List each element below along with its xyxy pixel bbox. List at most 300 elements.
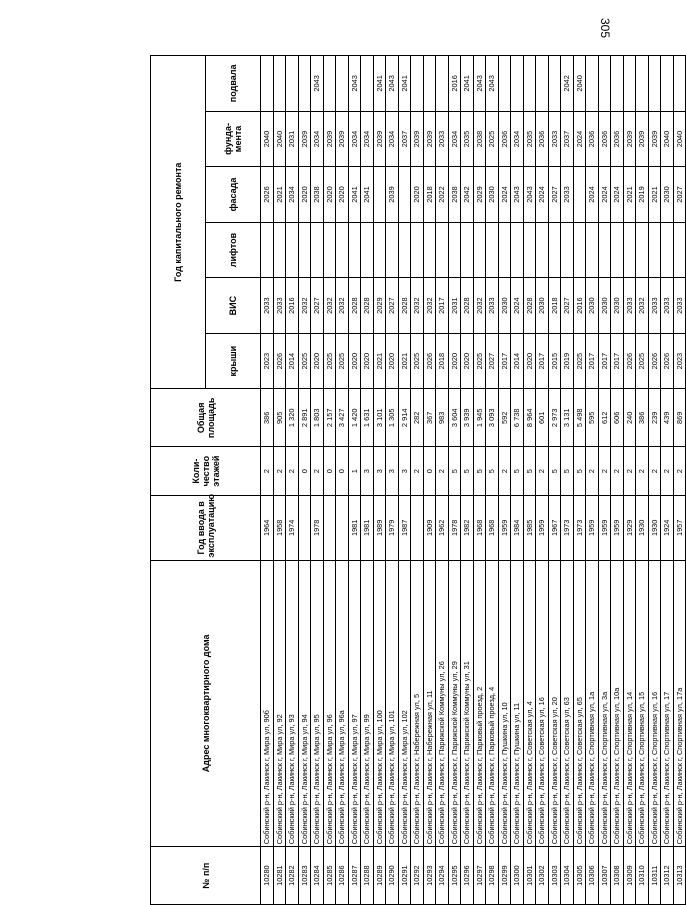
cell-vis: 2028 xyxy=(398,278,411,334)
cell-num: 10292 xyxy=(411,847,424,905)
cell-foundation: 2039 xyxy=(323,111,336,167)
cell-facade: 2027 xyxy=(673,167,686,223)
cell-floors: 2 xyxy=(498,447,511,496)
cell-vis: 2028 xyxy=(361,278,374,334)
cell-year: 1959 xyxy=(611,496,624,560)
cell-vis: 2032 xyxy=(298,278,311,334)
cell-basement xyxy=(586,56,599,112)
cell-lifts xyxy=(573,222,586,278)
cell-facade: 2027 xyxy=(548,167,561,223)
cell-vis: 2032 xyxy=(636,278,649,334)
cell-lifts xyxy=(423,222,436,278)
cell-foundation: 2031 xyxy=(286,111,299,167)
cell-lifts xyxy=(636,222,649,278)
cell-foundation: 2034 xyxy=(386,111,399,167)
cell-area: 2 914 xyxy=(398,389,411,447)
cell-basement: 2043 xyxy=(348,56,361,112)
cell-facade xyxy=(573,167,586,223)
cell-foundation: 2039 xyxy=(623,111,636,167)
cell-facade: 2038 xyxy=(311,167,324,223)
table-row xyxy=(398,56,411,905)
cell-year: 1968 xyxy=(486,496,499,560)
cell-address: Собинский р-н, Лакинск г, Спортивная ул, 3а xyxy=(598,560,611,847)
cell-address: Собинский р-н, Лакинск г, Спортивная ул, 15 xyxy=(636,560,649,847)
cell-lifts xyxy=(298,222,311,278)
cell-roof: 2026 xyxy=(648,333,661,389)
cell-address: Собинский р-н, Лакинск г, Мира ул, 95 xyxy=(311,560,324,847)
cell-floors: 2 xyxy=(436,447,449,496)
cell-basement xyxy=(261,56,274,112)
cell-lifts xyxy=(336,222,349,278)
cell-roof: 2021 xyxy=(373,333,386,389)
cell-num: 10284 xyxy=(311,847,324,905)
cell-floors: 2 xyxy=(273,447,286,496)
cell-basement: 2043 xyxy=(386,56,399,112)
table-row xyxy=(461,56,474,905)
cell-vis: 2032 xyxy=(336,278,349,334)
cell-year: 1978 xyxy=(311,496,324,560)
cell-lifts xyxy=(611,222,624,278)
cell-address: Собинский р-н, Лакинск г, Спортивная ул, 17а xyxy=(673,560,686,847)
cell-area: 983 xyxy=(436,389,449,447)
cell-area: 2 157 xyxy=(323,389,336,447)
cell-lifts xyxy=(373,222,386,278)
cell-lifts xyxy=(648,222,661,278)
cell-vis: 2027 xyxy=(561,278,574,334)
cell-lifts xyxy=(348,222,361,278)
cell-foundation: 2033 xyxy=(436,111,449,167)
cell-roof: 2025 xyxy=(411,333,424,389)
cell-facade: 2021 xyxy=(623,167,636,223)
cell-facade: 2041 xyxy=(348,167,361,223)
cell-floors: 2 xyxy=(598,447,611,496)
cell-area: 3 604 xyxy=(448,389,461,447)
cell-address: Собинский р-н, Лакинск г, Пушкина ул, 11 xyxy=(511,560,524,847)
cell-num: 10300 xyxy=(511,847,524,905)
table-row xyxy=(561,56,574,905)
cell-roof: 2025 xyxy=(336,333,349,389)
cell-year: 1968 xyxy=(473,496,486,560)
cell-num: 10312 xyxy=(661,847,674,905)
cell-basement: 2042 xyxy=(561,56,574,112)
cell-lifts xyxy=(673,222,686,278)
cell-vis: 2033 xyxy=(648,278,661,334)
cell-floors: 5 xyxy=(511,447,524,496)
cell-basement xyxy=(323,56,336,112)
cell-basement: 2041 xyxy=(398,56,411,112)
cell-foundation: 2033 xyxy=(548,111,561,167)
cell-roof: 2023 xyxy=(261,333,274,389)
cell-roof: 2025 xyxy=(323,333,336,389)
table-row xyxy=(598,56,611,905)
cell-address: Собинский р-н, Лакинск г, Советская ул, 63 xyxy=(561,560,574,847)
cell-vis: 2033 xyxy=(486,278,499,334)
cell-num: 10308 xyxy=(611,847,624,905)
cell-vis: 2033 xyxy=(623,278,636,334)
cell-area: 3 101 xyxy=(373,389,386,447)
cell-address: Собинский р-н, Лакинск г, Советская ул, 20 xyxy=(548,560,561,847)
cell-year: 1985 xyxy=(523,496,536,560)
cell-foundation: 2034 xyxy=(448,111,461,167)
cell-year: 1984 xyxy=(511,496,524,560)
cell-roof: 2025 xyxy=(573,333,586,389)
cell-foundation: 2039 xyxy=(636,111,649,167)
cell-area: 5 498 xyxy=(573,389,586,447)
table-header xyxy=(151,56,261,905)
cell-roof: 2020 xyxy=(361,333,374,389)
cell-vis: 2027 xyxy=(386,278,399,334)
cell-num: 10290 xyxy=(386,847,399,905)
cell-vis: 2030 xyxy=(611,278,624,334)
header-roof: крыши xyxy=(206,333,261,389)
cell-address: Собинский р-н, Лакинск г, Мира ул, 100 xyxy=(373,560,386,847)
cell-floors: 2 xyxy=(411,447,424,496)
cell-basement: 2043 xyxy=(486,56,499,112)
cell-num: 10282 xyxy=(286,847,299,905)
cell-area: 2 973 xyxy=(548,389,561,447)
cell-lifts xyxy=(523,222,536,278)
cell-num: 10310 xyxy=(636,847,649,905)
cell-vis: 2024 xyxy=(511,278,524,334)
table-row xyxy=(373,56,386,905)
cell-basement xyxy=(498,56,511,112)
cell-address: Собинский р-н, Лакинск г, Мира ул, 94 xyxy=(298,560,311,847)
cell-lifts xyxy=(361,222,374,278)
table-row xyxy=(286,56,299,905)
cell-facade: 2020 xyxy=(323,167,336,223)
table-row xyxy=(436,56,449,905)
cell-basement xyxy=(361,56,374,112)
cell-num: 10297 xyxy=(473,847,486,905)
header-facade: фасада xyxy=(206,167,261,223)
cell-foundation: 2034 xyxy=(361,111,374,167)
cell-facade: 2029 xyxy=(473,167,486,223)
cell-floors: 2 xyxy=(286,447,299,496)
table-row xyxy=(511,56,524,905)
cell-area: 1 305 xyxy=(386,389,399,447)
cell-floors: 3 xyxy=(373,447,386,496)
cell-floors: 2 xyxy=(636,447,649,496)
cell-address: Собинский р-н, Лакинск г, Мира ул, 93 xyxy=(286,560,299,847)
cell-floors: 0 xyxy=(423,447,436,496)
cell-roof: 2019 xyxy=(561,333,574,389)
cell-roof: 2026 xyxy=(661,333,674,389)
cell-facade: 2024 xyxy=(586,167,599,223)
cell-area: 282 xyxy=(411,389,424,447)
cell-vis: 2031 xyxy=(448,278,461,334)
cell-area: 3 939 xyxy=(461,389,474,447)
cell-vis: 2033 xyxy=(661,278,674,334)
cell-facade: 2033 xyxy=(561,167,574,223)
cell-facade: 2024 xyxy=(598,167,611,223)
table-row xyxy=(273,56,286,905)
cell-basement xyxy=(661,56,674,112)
cell-vis: 2033 xyxy=(673,278,686,334)
cell-basement xyxy=(423,56,436,112)
cell-facade xyxy=(398,167,411,223)
table-row xyxy=(673,56,686,905)
cell-vis: 2032 xyxy=(423,278,436,334)
cell-floors: 5 xyxy=(573,447,586,496)
cell-roof: 2025 xyxy=(636,333,649,389)
cell-lifts xyxy=(511,222,524,278)
cell-num: 10311 xyxy=(648,847,661,905)
cell-address: Собинский р-н, Лакинск г, Парковый проезд, 2 xyxy=(473,560,486,847)
cell-foundation: 2039 xyxy=(336,111,349,167)
cell-basement: 2041 xyxy=(461,56,474,112)
cell-facade: 2018 xyxy=(423,167,436,223)
cell-basement xyxy=(636,56,649,112)
cell-floors: 2 xyxy=(623,447,636,496)
cell-facade: 2022 xyxy=(436,167,449,223)
cell-address: Собинский р-н, Лакинск г, Мира ул, 97 xyxy=(348,560,361,847)
cell-address: Собинский р-н, Лакинск г, Мира ул, 101 xyxy=(386,560,399,847)
cell-vis: 2028 xyxy=(461,278,474,334)
cell-address: Собинский р-н, Лакинск г, Мира ул, 96 xyxy=(323,560,336,847)
cell-foundation: 2024 xyxy=(573,111,586,167)
cell-year xyxy=(411,496,424,560)
cell-roof: 2026 xyxy=(623,333,636,389)
cell-foundation: 2036 xyxy=(611,111,624,167)
cell-basement: 2016 xyxy=(448,56,461,112)
cell-year: 1959 xyxy=(586,496,599,560)
cell-year: 1973 xyxy=(573,496,586,560)
cell-foundation: 2036 xyxy=(586,111,599,167)
cell-year: 1958 xyxy=(273,496,286,560)
cell-basement: 2043 xyxy=(311,56,324,112)
cell-address: Собинский р-н, Лакинск г, Советская ул, 16 xyxy=(536,560,549,847)
cell-vis: 2033 xyxy=(261,278,274,334)
cell-roof: 2014 xyxy=(511,333,524,389)
cell-year: 1974 xyxy=(286,496,299,560)
cell-address: Собинский р-н, Лакинск г, Мира ул, 99 xyxy=(361,560,374,847)
table-row xyxy=(311,56,324,905)
cell-lifts xyxy=(311,222,324,278)
cell-floors: 2 xyxy=(536,447,549,496)
cell-roof: 2020 xyxy=(523,333,536,389)
cell-roof: 2020 xyxy=(348,333,361,389)
table-row xyxy=(298,56,311,905)
cell-num: 10295 xyxy=(448,847,461,905)
cell-foundation: 2034 xyxy=(311,111,324,167)
cell-floors: 5 xyxy=(548,447,561,496)
cell-roof: 2020 xyxy=(386,333,399,389)
cell-facade xyxy=(373,167,386,223)
cell-area: 240 xyxy=(623,389,636,447)
table-row xyxy=(423,56,436,905)
cell-vis: 2030 xyxy=(536,278,549,334)
cell-basement xyxy=(273,56,286,112)
cell-area: 606 xyxy=(611,389,624,447)
table-row xyxy=(648,56,661,905)
cell-area: 439 xyxy=(661,389,674,447)
cell-facade: 2030 xyxy=(661,167,674,223)
repair-schedule-table xyxy=(150,55,686,905)
table-row xyxy=(586,56,599,905)
cell-vis: 2030 xyxy=(586,278,599,334)
cell-lifts xyxy=(273,222,286,278)
cell-vis: 2033 xyxy=(273,278,286,334)
cell-num: 10288 xyxy=(361,847,374,905)
cell-basement xyxy=(511,56,524,112)
cell-vis: 2032 xyxy=(411,278,424,334)
cell-vis: 2032 xyxy=(473,278,486,334)
cell-year: 1973 xyxy=(561,496,574,560)
cell-num: 10309 xyxy=(623,847,636,905)
table-row xyxy=(448,56,461,905)
cell-basement xyxy=(611,56,624,112)
cell-area: 3 131 xyxy=(561,389,574,447)
cell-floors: 2 xyxy=(648,447,661,496)
header-floors: Коли-чество этажей xyxy=(151,447,261,496)
cell-roof: 2017 xyxy=(586,333,599,389)
cell-year: 1978 xyxy=(448,496,461,560)
header-num: № п/п xyxy=(151,847,261,905)
cell-area: 595 xyxy=(586,389,599,447)
cell-address: Собинский р-н, Лакинск г, Парижской Коммуны ул, 26 xyxy=(436,560,449,847)
cell-foundation: 2035 xyxy=(523,111,536,167)
cell-address: Собинский р-н, Лакинск г, Спортивная ул, 16 xyxy=(648,560,661,847)
cell-basement: 2041 xyxy=(373,56,386,112)
cell-num: 10302 xyxy=(536,847,549,905)
cell-vis: 2027 xyxy=(311,278,324,334)
header-basement: подвала xyxy=(206,56,261,112)
cell-lifts xyxy=(623,222,636,278)
table-row xyxy=(623,56,636,905)
cell-year: 1930 xyxy=(636,496,649,560)
cell-foundation: 2038 xyxy=(473,111,486,167)
cell-lifts xyxy=(548,222,561,278)
cell-foundation: 2035 xyxy=(461,111,474,167)
cell-num: 10283 xyxy=(298,847,311,905)
cell-vis: 2032 xyxy=(323,278,336,334)
cell-num: 10291 xyxy=(398,847,411,905)
header-year: Год ввода в эксплуатацию xyxy=(151,496,261,560)
cell-roof: 2025 xyxy=(473,333,486,389)
cell-year: 1962 xyxy=(436,496,449,560)
cell-num: 10294 xyxy=(436,847,449,905)
cell-area: 1 945 xyxy=(473,389,486,447)
cell-lifts xyxy=(461,222,474,278)
cell-foundation: 2034 xyxy=(348,111,361,167)
table-row xyxy=(336,56,349,905)
table-body xyxy=(261,56,686,905)
cell-roof: 2014 xyxy=(286,333,299,389)
cell-floors: 2 xyxy=(311,447,324,496)
cell-floors: 5 xyxy=(523,447,536,496)
cell-floors: 0 xyxy=(298,447,311,496)
table-row xyxy=(348,56,361,905)
cell-address: Собинский р-н, Лакинск г, Парижской Коммуны ул, 29 xyxy=(448,560,461,847)
cell-address: Собинский р-н, Лакинск г, Спортивная ул, 17 xyxy=(661,560,674,847)
table-row xyxy=(261,56,274,905)
cell-roof: 2020 xyxy=(311,333,324,389)
cell-roof: 2017 xyxy=(536,333,549,389)
cell-year: 1981 xyxy=(361,496,374,560)
cell-basement: 2043 xyxy=(473,56,486,112)
cell-address: Собинский р-н, Лакинск г, Пушкина ул, 10 xyxy=(498,560,511,847)
cell-facade: 2020 xyxy=(336,167,349,223)
cell-facade: 2021 xyxy=(648,167,661,223)
cell-lifts xyxy=(473,222,486,278)
cell-lifts xyxy=(386,222,399,278)
cell-address: Собинский р-н, Лакинск г, Советская ул, 65 xyxy=(573,560,586,847)
cell-facade: 2038 xyxy=(448,167,461,223)
cell-vis: 2018 xyxy=(548,278,561,334)
cell-lifts xyxy=(261,222,274,278)
cell-lifts xyxy=(436,222,449,278)
cell-facade: 2026 xyxy=(261,167,274,223)
cell-num: 10307 xyxy=(598,847,611,905)
page-number: 305 xyxy=(598,18,612,39)
cell-foundation: 2037 xyxy=(561,111,574,167)
cell-roof: 2018 xyxy=(436,333,449,389)
cell-area: 8 964 xyxy=(523,389,536,447)
cell-facade: 2019 xyxy=(636,167,649,223)
cell-lifts xyxy=(323,222,336,278)
cell-year: 1964 xyxy=(261,496,274,560)
cell-foundation: 2039 xyxy=(423,111,436,167)
cell-vis: 2016 xyxy=(286,278,299,334)
cell-area: 601 xyxy=(536,389,549,447)
cell-roof: 2020 xyxy=(461,333,474,389)
cell-basement xyxy=(548,56,561,112)
cell-foundation: 2039 xyxy=(648,111,661,167)
cell-vis: 2016 xyxy=(573,278,586,334)
cell-floors: 0 xyxy=(323,447,336,496)
cell-year: 1959 xyxy=(498,496,511,560)
cell-floors: 2 xyxy=(261,447,274,496)
cell-address: Собинский р-н, Лакинск г, Парковый проезд, 4 xyxy=(486,560,499,847)
cell-address: Собинский р-н, Лакинск г, Мира ул, 102 xyxy=(398,560,411,847)
cell-address: Собинский р-н, Лакинск г, Мира ул, 90б xyxy=(261,560,274,847)
cell-facade: 2024 xyxy=(498,167,511,223)
cell-year: 1959 xyxy=(536,496,549,560)
cell-year: 1909 xyxy=(423,496,436,560)
cell-num: 10313 xyxy=(673,847,686,905)
cell-foundation: 2039 xyxy=(411,111,424,167)
cell-area: 612 xyxy=(598,389,611,447)
cell-basement xyxy=(298,56,311,112)
cell-floors: 5 xyxy=(473,447,486,496)
cell-floors: 2 xyxy=(661,447,674,496)
cell-address: Собинский р-н, Лакинск г, Спортивная ул, 1а xyxy=(586,560,599,847)
cell-area: 386 xyxy=(636,389,649,447)
cell-lifts xyxy=(286,222,299,278)
cell-basement xyxy=(648,56,661,112)
cell-year: 1967 xyxy=(548,496,561,560)
cell-basement xyxy=(623,56,636,112)
cell-num: 10304 xyxy=(561,847,574,905)
table-row xyxy=(573,56,586,905)
cell-floors: 3 xyxy=(398,447,411,496)
cell-vis: 2028 xyxy=(348,278,361,334)
cell-area: 1 420 xyxy=(348,389,361,447)
cell-facade: 2042 xyxy=(461,167,474,223)
table-row xyxy=(498,56,511,905)
table-row xyxy=(411,56,424,905)
cell-facade: 2024 xyxy=(536,167,549,223)
cell-foundation: 2036 xyxy=(498,111,511,167)
cell-year xyxy=(323,496,336,560)
cell-year: 1982 xyxy=(461,496,474,560)
cell-area: 6 738 xyxy=(511,389,524,447)
cell-roof: 2027 xyxy=(486,333,499,389)
cell-floors: 3 xyxy=(386,447,399,496)
cell-year: 1929 xyxy=(623,496,636,560)
cell-address: Собинский р-н, Лакинск г, Набережная ул, 11 xyxy=(423,560,436,847)
cell-num: 10287 xyxy=(348,847,361,905)
